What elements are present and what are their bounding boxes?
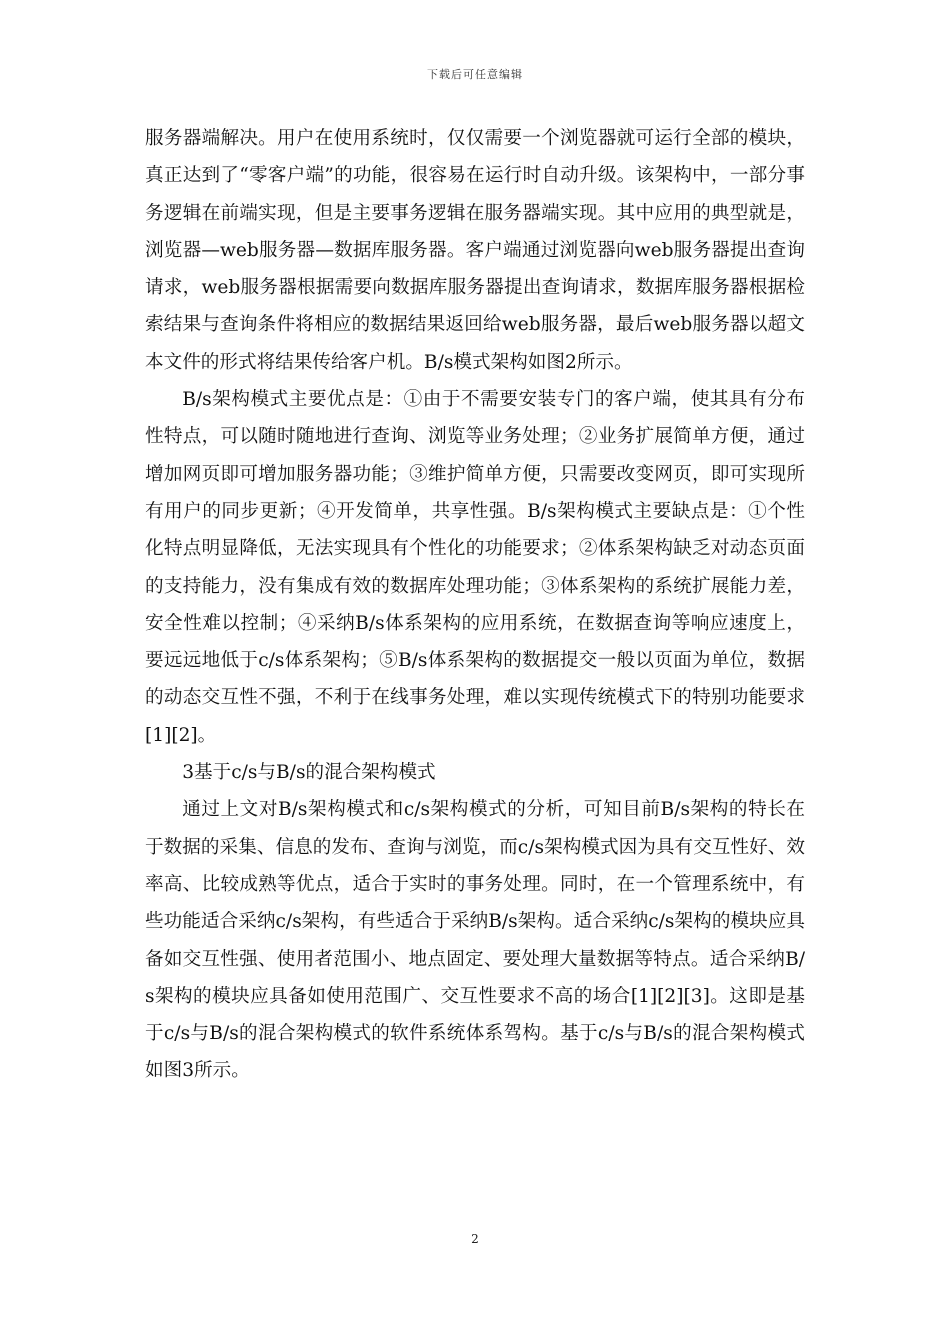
paragraph-continuation: 服务器端解决。用户在使用系统时，仅仅需要一个浏览器就可运行全部的模块，真正达到了“零客户端”的功能，很容易在运行时自动升级。该架构中，一部分事务逻辑在前端实现，但是主要事务逻辑在服务器端实现。其中应用的典型就是，浏览器—web服务器—数据库服务器。客户端通过浏览器向web服务器提出查询请求，web服务器根据需要向数据库服务器提出查询请求，数据库服务器根据检索结果与查询条件将相应的数据结果返回给web服务器，最后web服务器以超文本文件的形式将结果传给客户机。B/s模式架构如图2所示。 [145, 128, 805, 373]
paragraph-hybrid-architecture: 通过上文对B/s架构模式和c/s架构模式的分析，可知目前B/s架构的特长在于数据的采集、信息的发布、查询与浏览，而c/s架构模式因为具有交互性好、效率高、比较成熟等优点，适合于实时的事务处理。同时，在一个管理系统中，有些功能适合采纳c/s架构，有些适合于采纳B/s架构。适合采纳c/s架构的模块应具备如交互性强、使用者范围小、地点固定、要处理大量数据等特点。适合采纳B/s架构的模块应具备如使用范围广、交互性要求不高的场合[1][2][3]。这即是基于c/s与B/s的混合架构模式的软件系统体系驾构。基于c/s与B/s的混合架构模式如图3所示。 [145, 799, 805, 1082]
body-text [145, 120, 805, 1090]
page-number: 2 [471, 1232, 479, 1246]
page-header: 下载后可任意编辑 [427, 68, 523, 81]
section-heading: 3基于c/s与B/s的混合架构模式 [182, 762, 436, 784]
paragraph-bs-pros-cons: B/s架构模式主要优点是：①由于不需要安装专门的客户端，使其具有分布性特点，可以随时随地进行查询、浏览等业务处理；②业务扩展简单方便，通过增加网页即可增加服务器功能；③维护简单方便，只需要改变网页，即可实现所有用户的同步更新；④开发简单，共享性强。B/s架构模式主要缺点是：①个性化特点明显降低，无法实现具有个性化的功能要求；②体系架构缺乏对动态页面的支持能力，没有集成有效的数据库处理功能；③体系架构的系统扩展能力差，安全性难以控制；④采纳B/s体系架构的应用系统，在数据查询等响应速度上，要远远地低于c/s体系架构；⑤B/s体系架构的数据提交一般以页面为单位，数据的动态交互性不强，不利于在线事务处理，难以实现传统模式下的特别功能要求[1][2]。 [145, 389, 805, 746]
